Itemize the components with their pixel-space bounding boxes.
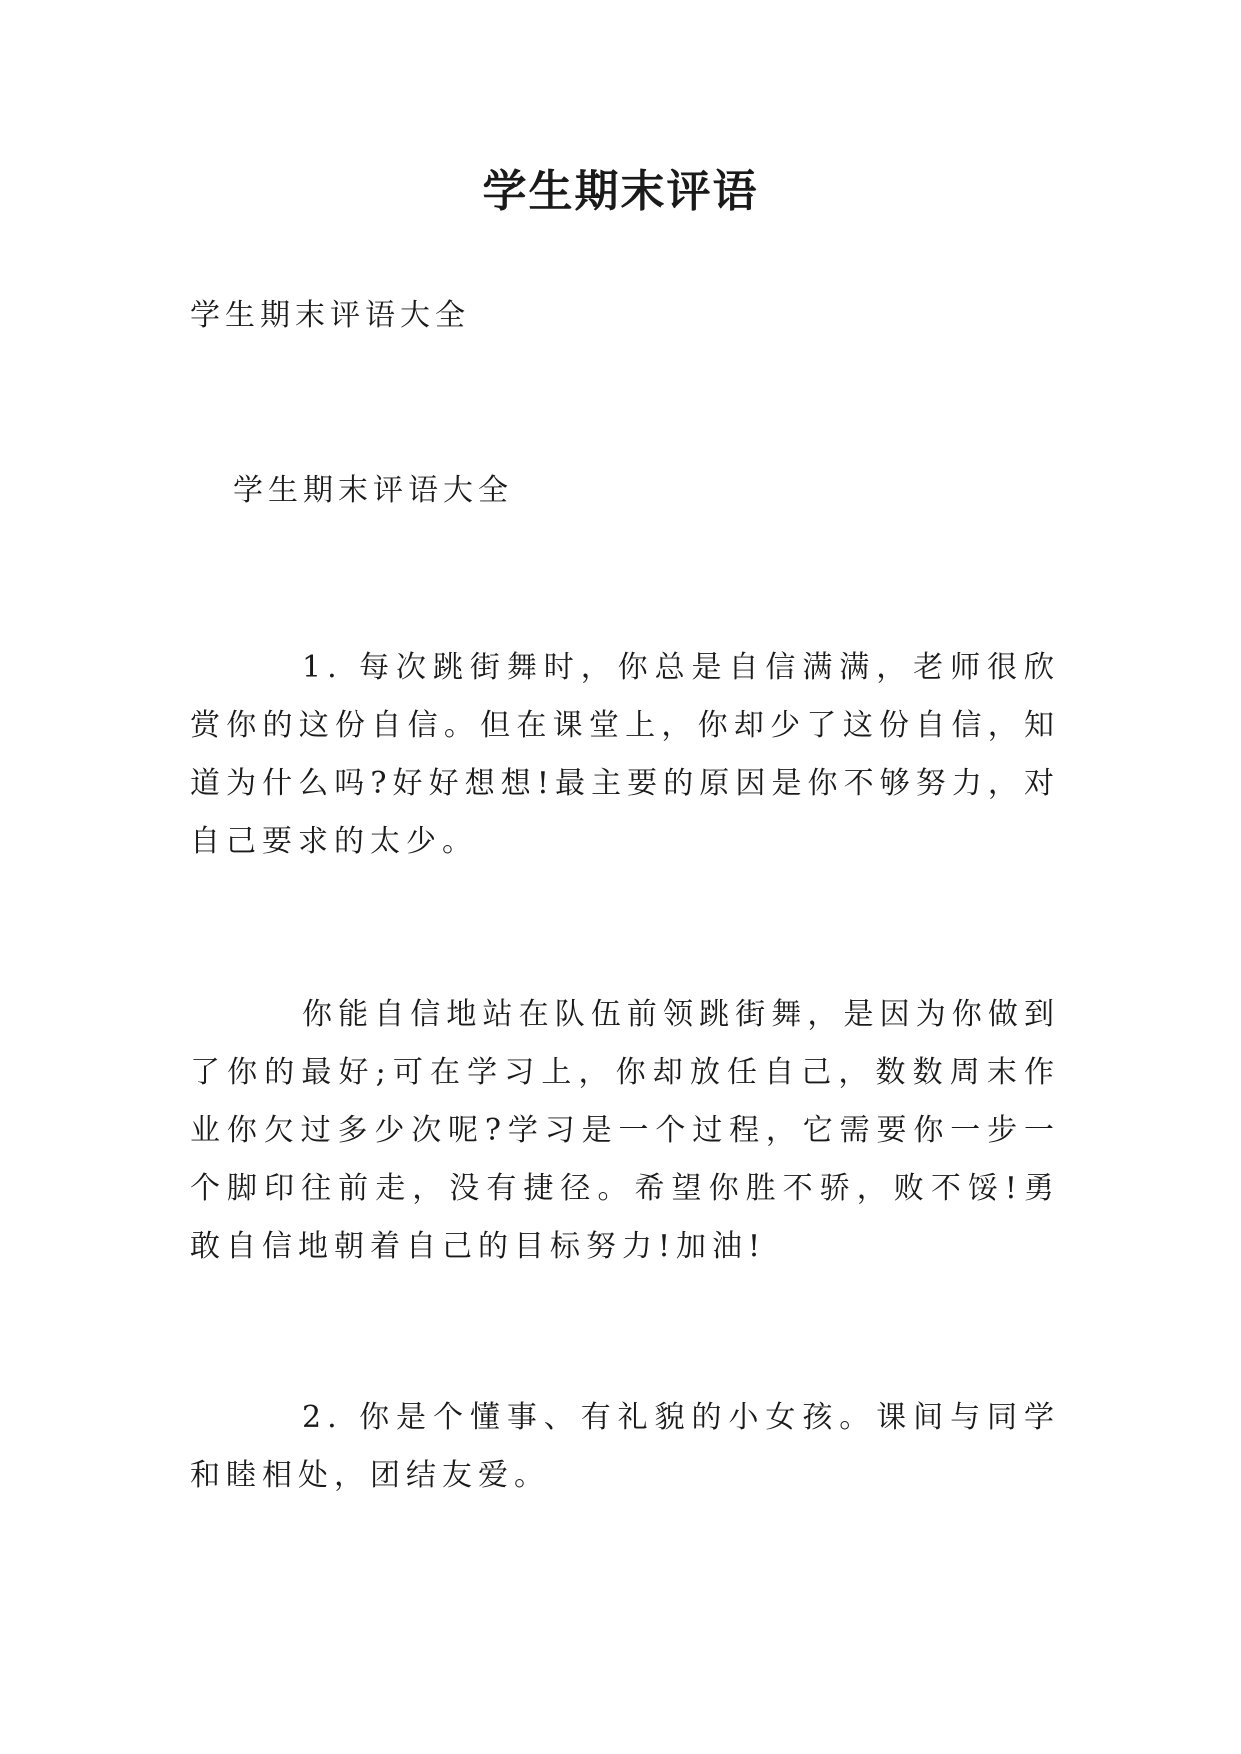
comment-paragraph-3: 2. 你是个懂事、有礼貌的小女孩。课间与同学和睦相处，团结友爱。 [190,1400,1060,1493]
section-heading: 学生期末评语大全 [233,473,513,508]
comment-paragraph-1: 1. 每次跳街舞时，你总是自信满满，老师很欣赏你的这份自信。但在课堂上，你却少了这份自信，知道为什么吗?好好想想!最主要的原因是你不够努力，对自己要求的太少。 [190,650,1060,859]
document-title: 学生期末评语 [482,166,759,217]
document-subtitle: 学生期末评语大全 [190,298,470,333]
comment-paragraph-2: 你能自信地站在队伍前领跳街舞，是因为你做到了你的最好;可在学习上，你却放任自己，数数周末作业你欠过多少次呢?学习是一个过程，它需要你一步一个脚印往前走，没有捷径。希望你胜不骄，败不馁!勇敢自信地朝着自己的目标努力!加油! [190,997,1060,1264]
